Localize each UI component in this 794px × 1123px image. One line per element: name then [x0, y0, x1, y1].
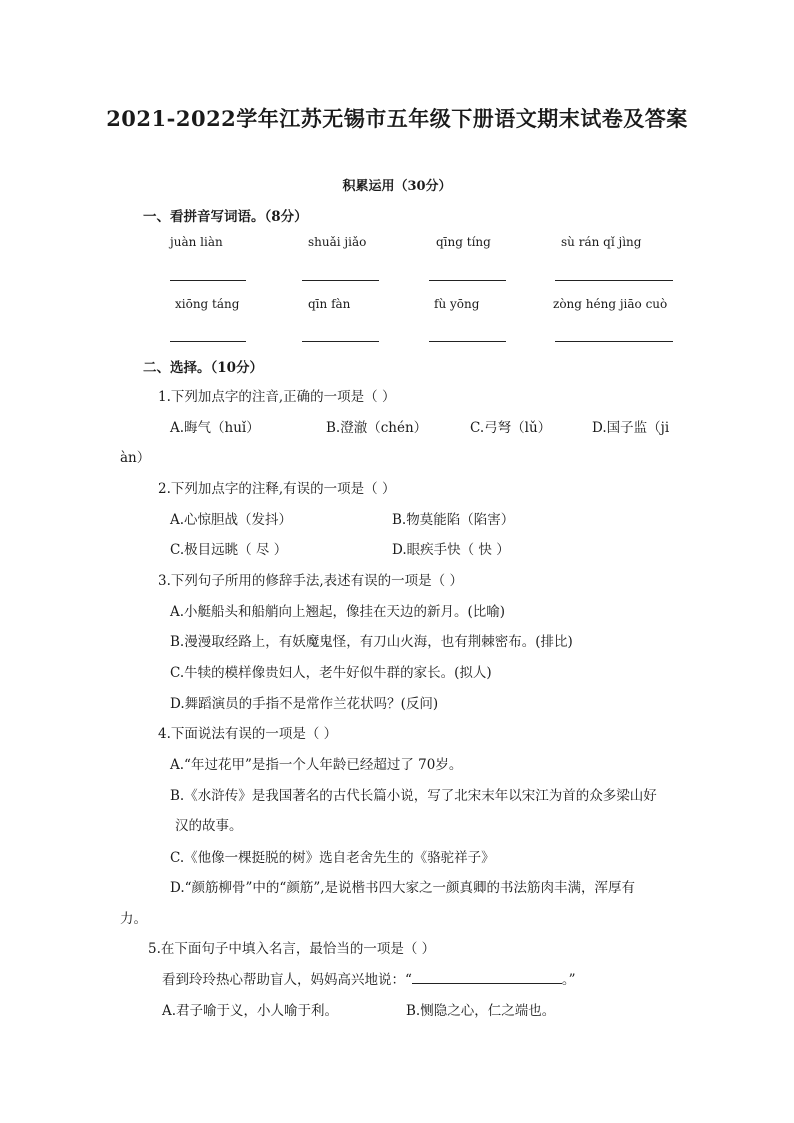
question-stem: 2.下列加点字的注释,有误的一项是（ ）: [158, 481, 396, 497]
answer-blank[interactable]: [302, 341, 379, 342]
option-a: A.君子喻于义，小人喻于利。: [162, 1003, 339, 1019]
option-a: A.心惊胆战（发抖）: [170, 512, 293, 528]
question-stem: 3.下列句子所用的修辞手法,表述有误的一项是（ ）: [158, 573, 463, 589]
pinyin-2: shuǎi jiǎo: [308, 235, 367, 249]
prompt-before: 看到玲玲热心帮助盲人，妈妈高兴地说：“: [162, 972, 412, 988]
answer-blank[interactable]: [429, 280, 506, 281]
question-stem: 1.下列加点字的注音,正确的一项是（ ）: [158, 389, 396, 405]
q2-heading: 二、选择。（10分）: [143, 360, 264, 376]
option-b: B.恻隐之心，仁之端也。: [406, 1003, 556, 1019]
option-b: B.漫漫取经路上，有妖魔鬼怪，有刀山火海，也有荆棘密布。(排比): [170, 634, 573, 650]
fill-in-blank[interactable]: [412, 971, 562, 984]
option-d: D.“颜筋柳骨”中的“颜筋”,是说楷书四大家之一颜真卿的书法筋肉丰满，浑厚有: [170, 880, 636, 896]
pinyin-4: sù rán qǐ jìng: [561, 235, 642, 249]
option-b-continued: 汉的故事。: [175, 818, 243, 834]
option-c: C.牛犊的模样像贵妇人，老牛好似牛群的家长。(拟人): [170, 665, 492, 681]
fill-in-prompt: [162, 968, 576, 988]
section-title: 积累运用（30分）: [342, 179, 452, 194]
answer-blank[interactable]: [555, 341, 673, 342]
option-d-continued: 力。: [120, 911, 147, 927]
option-c: C.弓弩（lǔ）: [470, 420, 552, 436]
pinyin-7: fù yōng: [434, 297, 480, 311]
answer-blank[interactable]: [170, 341, 246, 342]
option-b: B.澄澈（chén）: [326, 420, 428, 436]
pinyin-3: qīng tíng: [436, 235, 491, 249]
question-stem: 5.在下面句子中填入名言，最恰当的一项是（ ）: [148, 941, 436, 957]
option-c: C.《他像一棵挺脱的树》选自老舍先生的《骆驼祥子》: [170, 850, 495, 866]
option-b: B.《水浒传》是我国著名的古代长篇小说，写了北宋末年以宋江为首的众多梁山好: [170, 788, 657, 804]
pinyin-5: xiōng táng: [175, 297, 240, 311]
option-d: D.眼疾手快（ 快 ）: [392, 542, 510, 558]
pinyin-8: zòng héng jiāo cuò: [553, 297, 668, 311]
prompt-after: 。”: [561, 972, 576, 988]
option-d: D.舞蹈演员的手指不是常作兰花状吗？(反问): [170, 696, 439, 712]
option-d: D.国子监（ji: [592, 420, 670, 436]
option-b: B.物莫能陷（陷害）: [392, 512, 515, 528]
question-stem: 4.下面说法有误的一项是（ ）: [158, 726, 338, 742]
option-a: A.“年过花甲”是指一个人年龄已经超过了 70岁。: [170, 757, 463, 773]
option-c: C.极目远眺（ 尽 ）: [170, 542, 288, 558]
option-a: A.晦气（huǐ）: [170, 420, 260, 436]
q1-heading: 一、看拼音写词语。（8分）: [143, 209, 308, 225]
answer-blank[interactable]: [555, 280, 673, 281]
answer-blank[interactable]: [302, 280, 379, 281]
option-d-continued: àn）: [120, 450, 151, 466]
option-a: A.小艇船头和船艄向上翘起，像挂在天边的新月。(比喻): [170, 604, 506, 620]
page-title: 2021-2022学年江苏无锡市五年级下册语文期末试卷及答案: [106, 106, 688, 131]
pinyin-1: juàn liàn: [170, 235, 223, 249]
answer-blank[interactable]: [429, 341, 506, 342]
pinyin-6: qīn fàn: [308, 297, 351, 311]
answer-blank[interactable]: [170, 280, 246, 281]
